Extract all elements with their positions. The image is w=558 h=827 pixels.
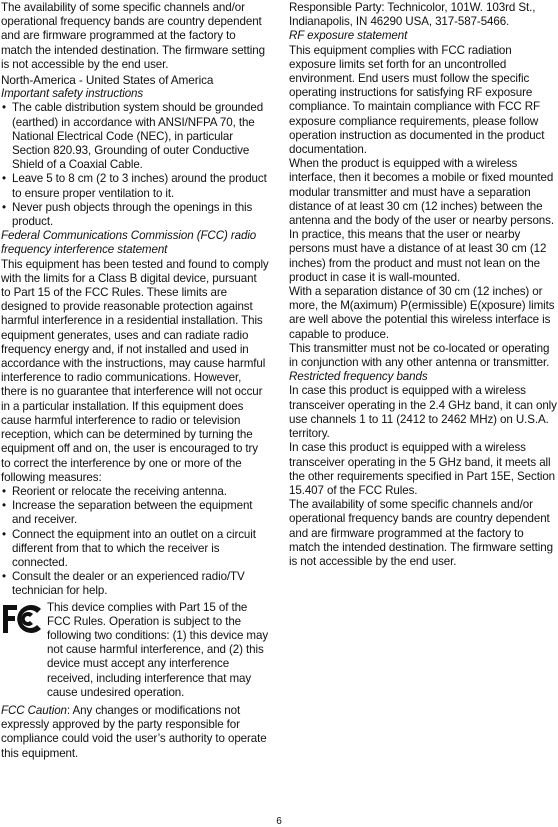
fcc-logo-icon bbox=[1, 601, 47, 700]
band5-paragraph: In case this product is equipped with a wireless transceiver operating in the 5 GHz band, it meets all the other requirements specified in Part 15E, Section 15.407 of the FCC Rules. bbox=[289, 441, 556, 497]
fcc-heading: Federal Communications Commission (FCC) radio frequency interference statement bbox=[1, 229, 257, 257]
colocate-paragraph: This transmitter must not be co-located or operating in conjunction with any other antenna or transmitter. bbox=[289, 341, 550, 370]
fcc-caution bbox=[1, 704, 269, 761]
mpe-paragraph: With a separation distance of 30 cm (12 inches) or more, the M(aximum) P(ermissible) E(xposure) limits are well above the potential this wireless interface is capable to produce. bbox=[289, 285, 555, 341]
rf-body: This equipment complies with FCC radiation exposure limits set forth for an uncontrolled environment. End users must follow the specific operating instructions for satisfying RF exposure compliance. To maintain compliance with FCC RF exposure compliance requirements, please follow operation instruction as documented in the product documentation. bbox=[289, 43, 545, 157]
left-column bbox=[1, 1, 269, 761]
measure-item: • Connect the equipment into an outlet on a circuit different from that to which the receiver is connected. bbox=[1, 528, 269, 571]
fcc-caution-label: FCC Caution bbox=[1, 703, 67, 717]
fcc-body: This equipment has been tested and found to comply with the limits for a Class B digital device, pursuant to Part 15 of the FCC Rules. These limits are designed to provide reasonable protection against harmful interference in a residential installation. This equipment generates, uses and can radiate radio frequency energy and, if not installed and used in accordance with the instructions, may cause harmful interference to radio communications. However, there is no guarantee that interference will not occur in a particular installation. If this equipment does cause harmful interference to radio or television reception, which can be determined by turning the equipment off and on, the user is encouraged to try to correct the interference by one or more of the following measures: bbox=[1, 257, 269, 484]
availability-paragraph: The availability of some specific channels and/or operational frequency bands are country dependent and are firmware programmed at the factory to match the intended destination. The firmware setting is not accessible by the end user. bbox=[289, 498, 553, 568]
safety-item: • Never push objects through the openings in this product. bbox=[1, 201, 269, 229]
intro-paragraph: The availability of some specific channels and/or operational frequency bands are country dependent and are firmware programmed at the factory to match the intended destination. The firmware setting is not accessible by the end user. bbox=[1, 1, 265, 71]
measure-item: • Reorient or relocate the receiving antenna. bbox=[1, 485, 269, 499]
responsible-party: Responsible Party: Technicolor, 101W. 103rd St., Indianapolis, IN 46290 USA, 317-587-5466. bbox=[289, 1, 536, 29]
fcc-caution-text: : Any changes or modifications not expressly approved by the party responsible for compliance could void the user’s authority to operate this equipment. bbox=[1, 703, 267, 760]
rf-heading: RF exposure statement bbox=[289, 29, 408, 43]
safety-list bbox=[1, 101, 269, 229]
page-number: 6 bbox=[276, 816, 282, 827]
safety-item: • Leave 5 to 8 cm (2 to 3 inches) around the product to ensure proper ventilation to it. bbox=[1, 172, 269, 200]
restricted-heading: Restricted frequency bands bbox=[289, 370, 428, 384]
safety-heading: Important safety instructions bbox=[1, 87, 144, 101]
measures-list bbox=[1, 485, 269, 599]
safety-item: • The cable distribution system should be grounded (earthed) in accordance with ANSI/NFPA 70, the National Electrical Code (NEC), in particular Section 820.93, Grounding of outer Conductive Shield of a Coaxial Cable. bbox=[1, 101, 269, 172]
right-column bbox=[289, 1, 557, 569]
part15-statement: This device complies with Part 15 of the FCC Rules. Operation is subject to the following two conditions: (1) this device may not cause harmful interference, and (2) this device must accept any interference received, including interference that may cause undesired operation. bbox=[47, 600, 269, 699]
part15-block bbox=[1, 601, 269, 700]
measure-item: • Increase the separation between the equipment and receiver. bbox=[1, 499, 269, 527]
wireless-paragraph: When the product is equipped with a wireless interface, then it becomes a mobile or fixed mounted modular transmitter and must have a separation distance of at least 30 cm (12 inches) between the antenna and the body of the user or nearby persons. In practice, this means that the user or nearby persons must have a distance of at least 30 cm (12 inches) from the product and must not lean on the product in case it is wall-mounted. bbox=[289, 157, 554, 284]
region-heading: North-America - United States of America bbox=[1, 73, 214, 88]
measure-item: • Consult the dealer or an experienced radio/TV technician for help. bbox=[1, 570, 269, 598]
band24-paragraph: In case this product is equipped with a wireless transceiver operating in the 2.4 GHz band, it can only use channels 1 to 11 (2412 to 2462 MHz) on U.S.A. territory. bbox=[289, 384, 557, 441]
